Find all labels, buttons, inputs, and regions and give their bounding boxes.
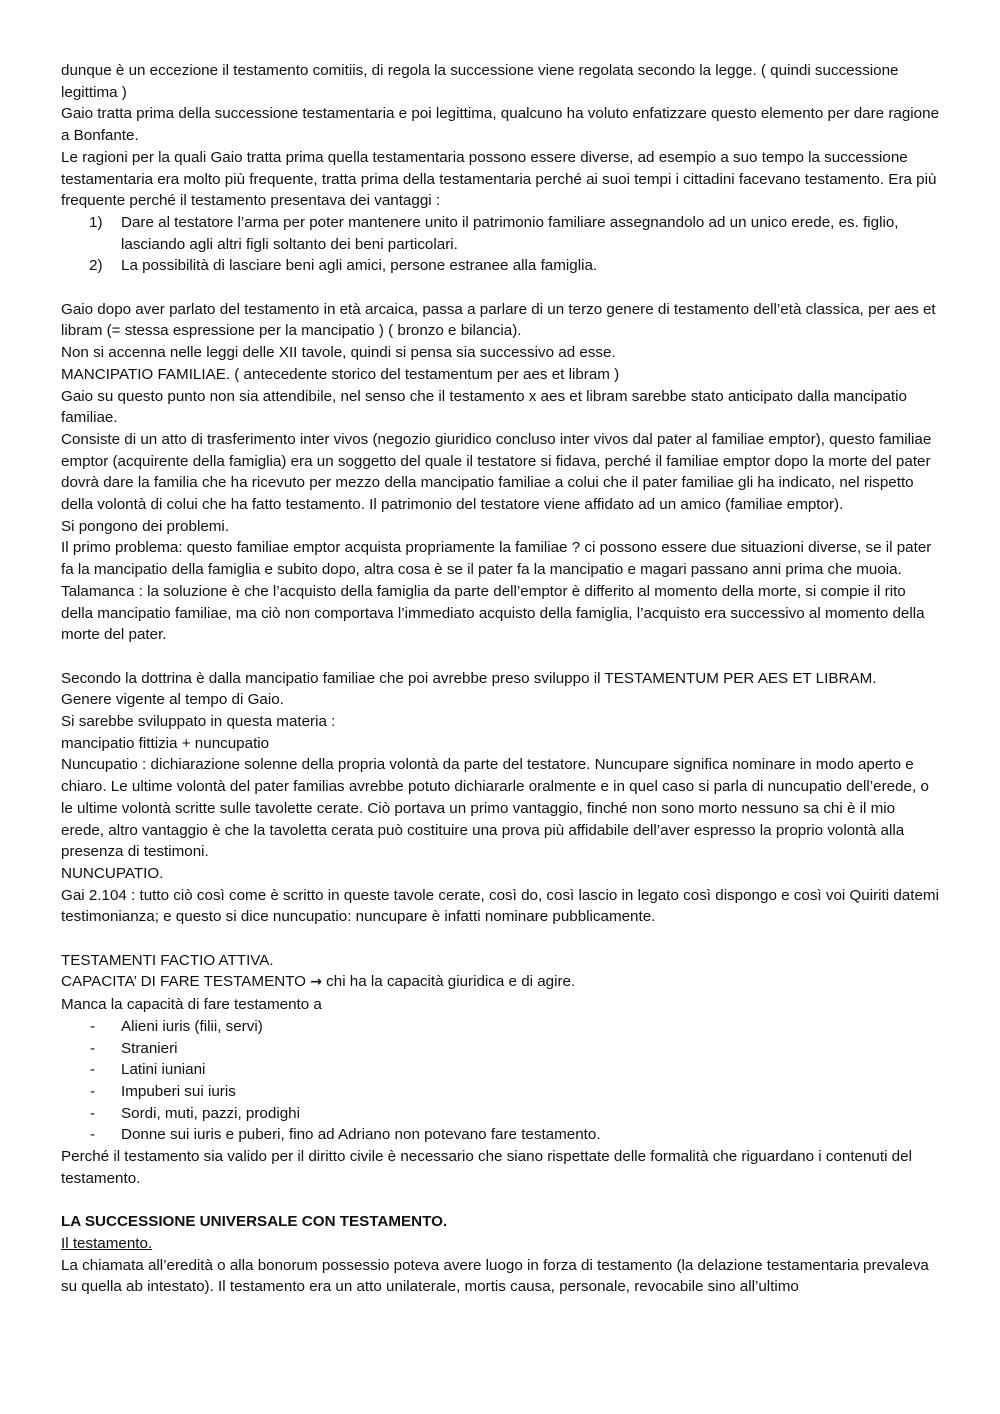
spacer <box>61 928 941 950</box>
spacer <box>61 277 941 299</box>
heading-testamenti-factio: TESTAMENTI FACTIO ATTIVA. <box>61 951 274 969</box>
paragraph-nuncupatio-definizione: Nuncupatio : dichiarazione solenne della propria volontà da parte del testatore. Nuncupare significa nominare in modo aperto e chiaro. Le ultime volontà del pater familias avrebbe potuto dichiararle oralmente e in quel caso si parla di nuncupatio dell’erede, o le ultime volontà scritte sulle tavolette cerate. Ciò portava un primo vantaggio, finché non sono morto nessuno sa chi è il mio erede, altro vantaggio è che la tavoletta cerata può costituire una prova più affidabile dell’aver espresso la proprio volontà alla presenza di testimoni. <box>61 756 929 861</box>
paragraph-genere-vigente: Genere vigente al tempo di Gaio. <box>61 691 284 709</box>
list-item-text: Impuberi sui iuris <box>121 1083 236 1100</box>
list-marker: 1) <box>89 213 103 231</box>
list-item-text: Latini iuniani <box>121 1061 206 1079</box>
list-marker: - <box>90 1061 96 1079</box>
paragraph-mancipatio-fittizia: mancipatio fittizia + nuncupatio <box>61 734 270 752</box>
list-item <box>61 1059 941 1081</box>
list-item <box>61 212 941 255</box>
list-marker: - <box>90 1104 96 1122</box>
list-item <box>61 1103 941 1125</box>
list-item-text: Alieni iuris (filii, servi) <box>121 1017 263 1035</box>
incapaci-list <box>61 1016 941 1146</box>
heading-nuncupatio: NUNCUPATIO. <box>61 864 164 882</box>
spacer <box>61 1190 941 1212</box>
list-marker: - <box>90 1017 96 1035</box>
list-item <box>61 1038 941 1060</box>
list-item <box>61 1124 941 1146</box>
heading-mancipatio-familiae: MANCIPATIO FAMILIAE. ( antecedente storico del testamentum per aes et libram ) <box>61 365 620 383</box>
paragraph-primo-problema: Il primo problema: questo familiae emptor acquista propriamente la familiae ? ci possono essere due situazioni diverse, se il pater fa la mancipatio della famiglia e subito dopo, altra cosa è se il pater fa la mancipatio e magari passano anni prima che muoia. <box>61 539 932 579</box>
list-item <box>61 1016 941 1038</box>
paragraph-xii-tavole: Non si accenna nelle leggi delle XII tavole, quindi si pensa sia successivo ad esse. <box>61 344 616 362</box>
paragraph-trasferimento: Consiste di un atto di trasferimento inter vivos (negozio giuridico concluso inter vivos dal pater al familiae emptor), questo familiae emptor (acquirente della famiglia) era un soggetto del quale il testatore si fidava, perché il familiae emptor dopo la morte del pater dovrà dare la familia che ha ricevuto per mezzo della mancipatio familiae a colui che il pater familiae gli ha indicato, nel rispetto della volontà di colui che ha fatto testamento. Il patrimonio del testatore viene affidato ad un amico (familiae emptor). <box>61 430 932 514</box>
paragraph-manca-capacita: Manca la capacità di fare testamento a <box>61 996 322 1014</box>
paragraph-talamanca: Talamanca : la soluzione è che l’acquisto della famiglia da parte dell’emptor è differito al momento della morte, si compie il rito della mancipatio familiae, ma ciò non comportava l’immediato acquisto della famiglia, l’acquisto era successivo al momento della morte del pater. <box>61 582 925 644</box>
paragraph-dottrina: Secondo la dottrina è dalla mancipatio familiae che poi avrebbe preso sviluppo il TESTAMENTUM PER AES ET LIBRAM. <box>61 669 877 687</box>
paragraph-problemi: Si pongono dei problemi. <box>61 517 230 535</box>
paragraph-validita: Perché il testamento sia valido per il diritto civile è necessario che siano rispettate delle formalità che riguardano i contenuti del testamento. <box>61 1148 912 1187</box>
paragraph-gaio-ordine: Gaio tratta prima della successione testamentaria e poi legittima, qualcuno ha voluto enfatizzare questo elemento per dare ragione a Bonfante. <box>61 105 940 145</box>
list-item-text: Sordi, muti, pazzi, prodighi <box>121 1104 300 1122</box>
capacita-label: CAPACITA’ DI FARE TESTAMENTO <box>61 973 311 991</box>
list-item-text: Dare al testatore l’arma per poter mantenere unito il patrimonio familiare assegnandolo ad un unico erede, es. figlio, lasciando agli altri figli soltanto dei beni particolari. <box>121 213 899 253</box>
paragraph-chiamata-eredita: La chiamata all’eredità o alla bonorum possessio poteva avere luogo in forza di testamento (la delazione testamentaria prevaleva su quella ab intestato). Il testamento era un atto unilaterale, mortis causa, personale, revocabile sino all’ultimo <box>61 1256 929 1296</box>
list-item-text: La possibilità di lasciare beni agli amici, persone estranee alla famiglia. <box>121 257 598 275</box>
list-item <box>61 1081 941 1103</box>
advantages-list <box>61 212 941 277</box>
arrow-right-icon: → <box>310 974 322 991</box>
subsection-heading <box>61 1233 941 1255</box>
document-page <box>61 60 941 1298</box>
spacer <box>61 646 941 668</box>
section-heading: LA SUCCESSIONE UNIVERSALE CON TESTAMENTO. <box>61 1213 448 1231</box>
paragraph-gai-2-104: Gai 2.104 : tutto ciò così come è scritto in queste tavole cerate, così do, così lascio in legato così dispongo e così voi Quiriti datemi testimonianza; e questo si dice nuncupatio: nuncupare è infatti nominare pubblicamente. <box>61 886 939 926</box>
paragraph-capacita <box>61 971 941 994</box>
paragraph-ragioni: Le ragioni per la quali Gaio tratta prima quella testamentaria possono essere diverse, ad esempio a suo tempo la successione testamentaria era molto più frequente, tratta prima della testamentaria perché ai suoi tempi i cittadini facevano testamento. Era più frequente perché il testamento presentava dei vantaggi : <box>61 148 937 210</box>
paragraph-gaio-attendibile: Gaio su questo punto non sia attendibile, nel senso che il testamento x aes et libram sarebbe stato anticipato dalla mancipatio familiae. <box>61 387 907 427</box>
subsection-heading-text: Il testamento. <box>61 1234 153 1252</box>
list-marker: - <box>90 1126 96 1144</box>
capacita-text: chi ha la capacità giuridica e di agire. <box>321 973 576 991</box>
list-item-text: Donne sui iuris e puberi, fino ad Adriano non potevano fare testamento. <box>121 1126 601 1144</box>
list-item <box>61 255 941 277</box>
paragraph-sviluppo: Si sarebbe sviluppato in questa materia : <box>61 713 336 731</box>
list-item-text: Stranieri <box>121 1039 178 1057</box>
paragraph-aes-et-libram: Gaio dopo aver parlato del testamento in età arcaica, passa a parlare di un terzo genere di testamento dell’età classica, per aes et libram (= stessa espressione per la mancipatio ) ( bronzo e bilancia). <box>61 300 936 340</box>
list-marker: - <box>90 1083 96 1100</box>
list-marker: - <box>90 1039 96 1057</box>
paragraph-testamento-comitiis: dunque è un eccezione il testamento comitiis, di regola la successione viene regolata secondo la legge. ( quindi successione legittima ) <box>61 62 899 101</box>
list-marker: 2) <box>89 257 103 275</box>
